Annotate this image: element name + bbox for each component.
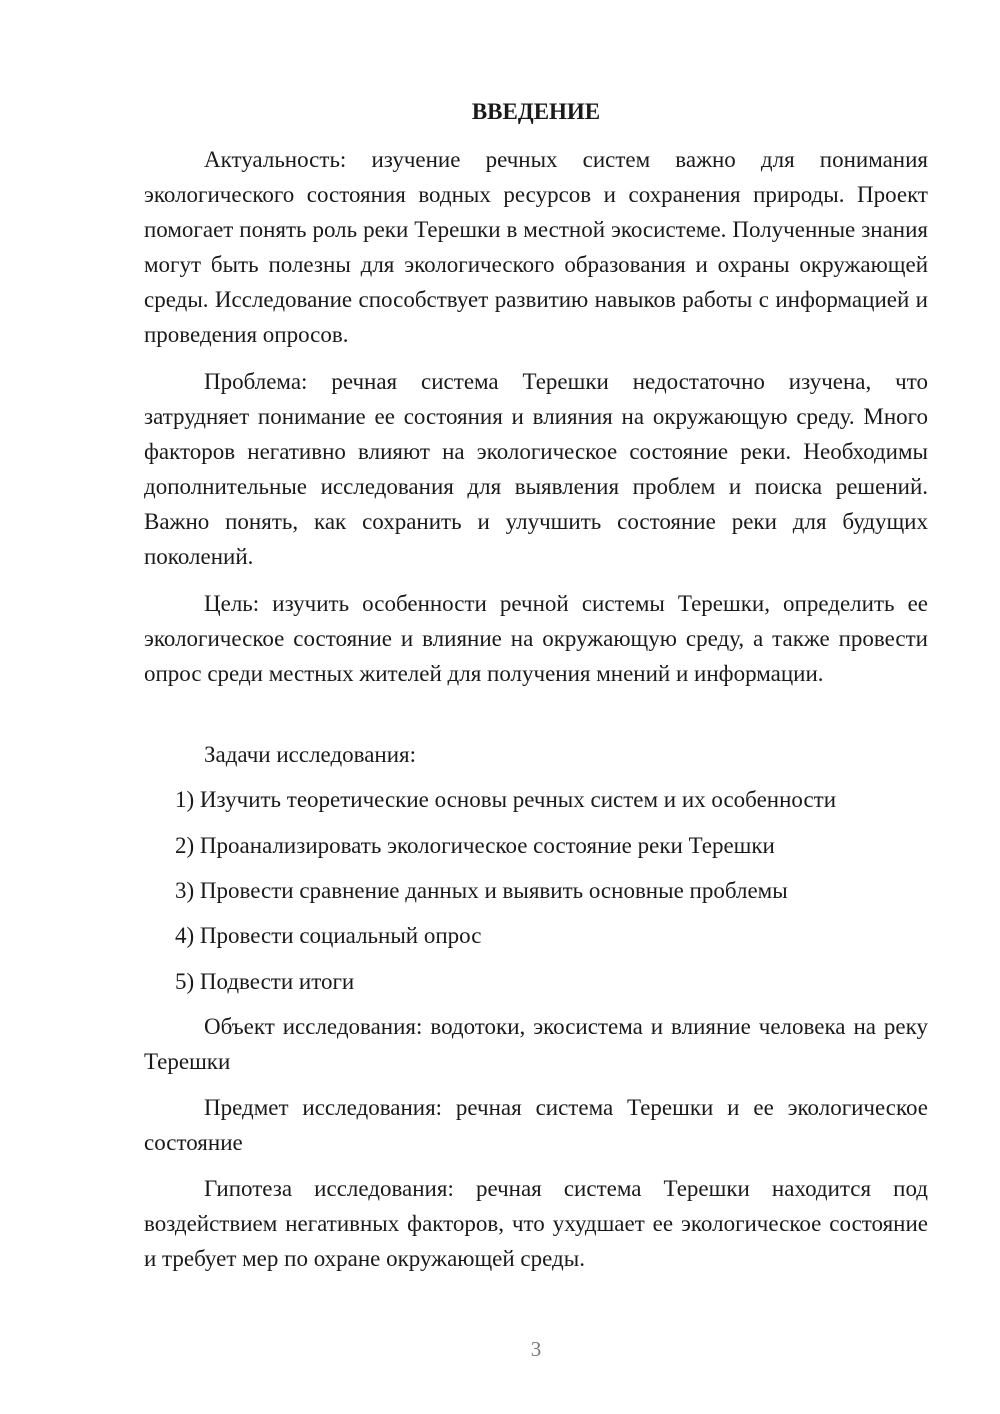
paragraph-problem: Проблема: речная система Терешки недостаточно изучена, что затрудняет понимание ее состояния и влияния на окружающую среду. Много факторов негативно влияют на экологическое состояние реки. Необходимы дополнительные исследования для выявления проблем и поиска решений. Важно понять, как сохранить и улучшить состояние реки для будущих поколений.: [144, 369, 928, 569]
paragraph-object: Объект исследования: водотоки, экосистема и влияние человека на реку Терешки: [144, 1014, 928, 1074]
paragraph-goal: Цель: изучить особенности речной системы Терешки, определить ее экологическое состояние и влияние на окружающую среду, а также провести опрос среди местных жителей для получения мнений и информации.: [144, 591, 928, 686]
task-item-2: 2) Проанализировать экологическое состояние реки Терешки: [175, 833, 775, 858]
task-item-5: 5) Подвести итоги: [175, 969, 355, 994]
paragraph-hypothesis: Гипотеза исследования: речная система Терешки находится под воздействием негативных факторов, что ухудшает ее экологическое состояние и требует мер по охране окружающей среды.: [144, 1176, 928, 1271]
paragraph-subject: Предмет исследования: речная система Терешки и ее экологическое состояние: [144, 1095, 928, 1155]
paragraph-relevance: Актуальность: изучение речных систем важно для понимания экологического состояния водных ресурсов и сохранения природы. Проект помогает понять роль реки Терешки в местной экосистеме. Полученные знания могут быть полезны для экологического образования и охраны окружающей среды. Исследование способствует развитию навыков работы с информацией и проведения опросов.: [144, 147, 928, 347]
task-item-4: 4) Провести социальный опрос: [175, 923, 482, 948]
task-item-3: 3) Провести сравнение данных и выявить основные проблемы: [175, 878, 788, 903]
task-item-1: 1) Изучить теоретические основы речных систем и их особенности: [175, 787, 837, 812]
page-title: ВВЕДЕНИЕ: [471, 99, 601, 124]
page-number: 3: [530, 1337, 542, 1361]
tasks-heading: Задачи исследования:: [204, 742, 417, 767]
